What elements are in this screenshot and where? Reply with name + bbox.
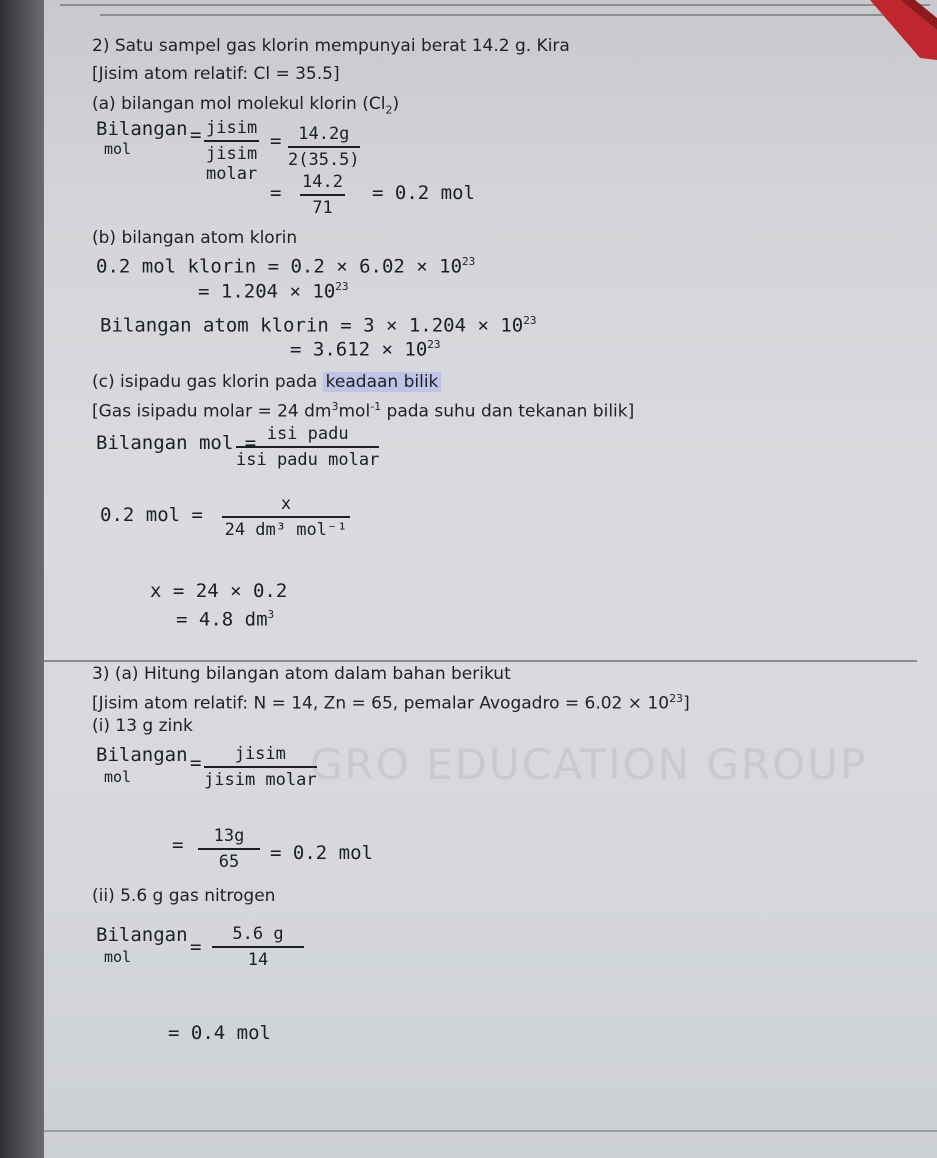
q2c-fraction-formula: isi padu isi padu molar [236,424,380,470]
q3i-equals-1: = [190,752,202,774]
q2b-line1: 0.2 mol klorin = $0.2 \times 6.02 \times 10^{23}$ [96,255,476,278]
q3ii-question: (ii) 5.6 g gas nitrogen [92,886,276,906]
q3ii-result: = 0.4 mol [168,1022,271,1044]
q3i-lhs-bottom: mol [104,768,132,786]
watermark: GRO EDUCATION GROUP [310,740,868,789]
q2-title: 2) Satu sampel gas klorin mempunyai berat 14.2 g. Kira [92,36,570,56]
q2b-line2: = $1.204 \times 10^{23}$ [198,280,349,303]
q2c-line3: x = 24 × 0.2 [150,580,288,602]
q3-given: [Jisim atom relatif: N = 14, Zn = 65, pemalar Avogadro = $6.02 \times 10^{23}$] [92,692,690,714]
q2a-lhs-bottom: mol [104,140,132,158]
q2c-given: [Gas isipadu molar = 24 $dm^3mol^{-1}$ pada suhu dan tekanan bilik] [92,400,635,422]
q2c-line4: = 4.8 $dm^3$ [176,608,275,631]
q2a-result: = 0.2 mol [372,182,475,204]
q3i-lhs-top: Bilangan [96,744,188,766]
top-border-line-2 [100,14,920,16]
q3ii-lhs-bottom: mol [104,948,132,966]
q2a-fraction-formula: jisim jisim molar [206,118,258,184]
highlight-keadaan-bilik: keadaan bilik [323,372,442,392]
q2a-question: (a) bilangan mol molekul klorin $(Cl_2)$ [92,94,400,117]
q3i-question: (i) 13 g zink [92,716,193,736]
q3ii-fraction: $\frac{5.6 g}{14}$ [212,924,304,970]
q3i-result: = 0.2 mol [270,842,373,864]
q2c-fraction-values: x 24 dm³ mol⁻¹ [222,494,350,540]
q3ii-lhs-top: Bilangan [96,924,188,946]
q2a-lhs-top: Bilangan [96,118,188,140]
q3i-equals-2: = [172,834,184,856]
q2b-line3: Bilangan atom klorin = $3 \times 1.204 \times 10^{23}$ [100,314,537,337]
page-edge-shadow [0,0,44,1158]
q2a-equals-3: = [270,182,282,204]
q3i-fraction-values: $\frac{13g}{65}$ [198,826,260,872]
q3-title: 3) (a) Hitung bilangan atom dalam bahan berikut [92,664,511,684]
q2b-line4: = $3.612 \times 10^{23}$ [290,338,441,361]
q2a-equals-2: = [270,130,282,152]
top-border-line [60,4,930,6]
q2a-fraction-values: $\frac{14.2g}{2(35.5)}$ [288,124,360,170]
q3ii-equals-1: = [190,936,202,958]
section-divider [44,660,917,662]
worksheet-page [44,0,937,1158]
q2a-fraction-simplified: $\frac{14.2}{71}$ [302,172,343,218]
bottom-border-line [44,1130,937,1132]
q3i-fraction-formula: jisim jisim molar [204,744,317,790]
q2-given: [Jisim atom relatif: Cl = 35.5] [92,64,340,84]
q2b-question: (b) bilangan atom klorin [92,228,298,248]
q2c-line2-lhs: 0.2 mol = [100,504,203,526]
red-cord-decoration [860,0,937,70]
q2c-lhs: Bilangan mol = [96,432,257,454]
q2c-question: (c) isipadu gas klorin pada keadaan bilik [92,372,441,392]
q2a-equals-1: = [190,124,202,146]
